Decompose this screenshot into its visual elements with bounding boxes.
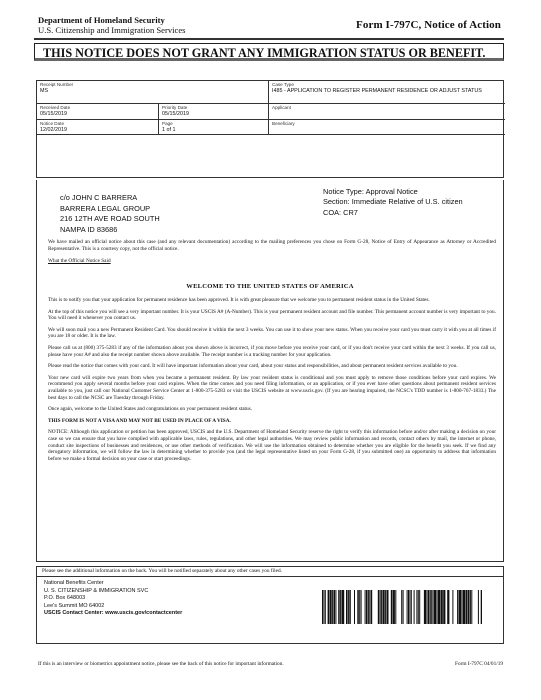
agency-name: Department of Homeland Security — [38, 15, 165, 25]
barcode-bar — [414, 590, 415, 624]
barcode-bar — [466, 590, 468, 624]
paragraph-7: Once again, welcome to the United States and congratulations on your permanent resident status. — [48, 406, 252, 413]
barcode-bar — [459, 590, 461, 624]
barcode-bar — [481, 590, 482, 624]
barcode-bar — [469, 590, 471, 624]
barcode-bar — [359, 590, 360, 624]
page-value: 1 of 1 — [162, 127, 176, 133]
barcode-bar — [393, 590, 395, 624]
official-notice-heading: What the Official Notice Said — [48, 258, 111, 265]
barcode-bar — [428, 590, 430, 624]
address-line-1: c/o JOHN C BARRERA — [60, 193, 138, 202]
header-rule — [34, 38, 504, 40]
paragraph-5: Please read the notice that comes with your card. It will have important information about your card, about your status and responsibilities, and about permanent resident services available to you. — [48, 363, 458, 370]
barcode-bar — [334, 590, 336, 624]
case-type-cell — [269, 81, 505, 104]
center-line-3: P.O. Box 648003 — [44, 595, 86, 602]
barcode-bar — [383, 590, 385, 624]
barcode-bar — [328, 590, 330, 624]
center-line-1: National Benefits Center — [44, 580, 104, 586]
barcode-bar — [443, 590, 445, 624]
barcode-bar — [462, 590, 463, 624]
barcode-bar — [437, 590, 438, 624]
received-date-label: Received Date — [40, 105, 71, 110]
barcode-bar — [332, 590, 333, 624]
applicant-cell — [269, 104, 505, 120]
notice-type: Notice Type: Approval Notice — [323, 187, 418, 196]
beneficiary-label: Beneficiary — [272, 121, 295, 126]
see-back-note: Please see the additional information on the back. You will be notified separately about any other cases you filed. — [42, 568, 282, 574]
barcode-bar — [323, 590, 324, 624]
notice-date-label: Notice Date — [40, 121, 65, 126]
barcode-bar — [380, 590, 381, 624]
barcode-bar — [478, 590, 479, 624]
priority-date-cell — [159, 104, 269, 120]
notice-paragraphs — [48, 297, 496, 467]
barcode-image — [322, 590, 482, 624]
barcode-bar — [325, 590, 326, 624]
mailing-address — [60, 193, 160, 235]
barcode-bar — [340, 590, 342, 624]
form-edition: Form I-797C 04/01/19 — [455, 661, 503, 667]
agency-subname: U.S. Citizenship and Immigration Services — [38, 25, 186, 35]
case-type-label: Case Type — [272, 82, 294, 87]
notice-date-cell — [37, 120, 159, 135]
barcode-bar — [411, 590, 412, 624]
barcode-bar — [366, 590, 367, 624]
receipt-number-value: MS — [40, 88, 49, 94]
welcome-heading: WELCOME TO THE UNITED STATES OF AMERICA — [186, 283, 354, 290]
barcode-bar — [433, 590, 434, 624]
agency-header — [38, 15, 186, 35]
received-date-cell — [37, 104, 159, 120]
barcode-bar — [395, 590, 396, 624]
barcode-bar — [418, 590, 419, 624]
notice-date-value: 12/02/2019 — [40, 127, 67, 133]
barcode-bar — [369, 590, 370, 624]
barcode-bar — [471, 590, 472, 624]
barcode-bar — [441, 590, 443, 624]
notice-paragraph: NOTICE: Although this application or petition has been approved, USCIS and the U.S. Department of Homeland Security reserve the right to verify this information before and/or after making a decision on your case so we can ensure that you have complied with applicable laws, rules, regulations, and other legal authorities. We may review public information and records, contact others by mail, the internet or phone, conduct site inspections of businesses and residences, or use other methods of verification. We will use the information obtained to determine whether you are eligible for the benefit you seek. If we find any derogatory information, we will follow the law in determining whether to provide you (and the legal representative listed on your Form G-28, if you submitted one) an opportunity to address that information before we make a formal decision on your case or start proceedings. — [48, 429, 496, 462]
courtesy-intro — [48, 239, 496, 270]
barcode-bar — [407, 590, 408, 624]
barcode-bar — [338, 590, 340, 624]
barcode-bar — [403, 590, 404, 624]
barcode-bar — [365, 590, 366, 624]
barcode-bar — [424, 590, 426, 624]
barcode-bar — [330, 590, 332, 624]
barcode-bar — [409, 590, 410, 624]
barcode-bar — [335, 590, 336, 624]
barcode-bar — [387, 590, 389, 624]
paragraph-4: Please call us at (800) 375-5283 if any of the information about you shown above is incorrect, if you move before you receive your card, or if you don't receive your card within the next 3 weeks. If you call us, please have your A# and also the receipt number shown above available. The receipt number is a tracking number for your application. — [48, 344, 496, 358]
barcode-bar — [347, 590, 349, 624]
barcode-bar — [349, 590, 351, 624]
barcode-bar — [322, 590, 323, 624]
barcode-bar — [354, 590, 355, 624]
notice-coa: COA: CR7 — [323, 207, 358, 217]
barcode-bar — [346, 590, 347, 624]
barcode-bar — [408, 590, 409, 624]
intro-paragraph: We have mailed an official notice about this case (and any relevant documentation) according to the mailing preferences you chose on Form G-28, Notice of Entry of Appearance as Attorney or Accredited Representative. This is a courtesy copy, not the official notice. — [48, 239, 496, 252]
page-label: Page — [162, 121, 173, 126]
priority-date-value: 05/15/2019 — [162, 111, 189, 117]
notice-section: Section: Immediate Relative of U.S. citizen — [323, 197, 463, 207]
case-info-grid — [36, 80, 504, 178]
barcode-bar — [438, 590, 440, 624]
center-line-4: Lee's Summit MO 64002 — [44, 602, 105, 609]
barcode-bar — [431, 590, 432, 624]
beneficiary-cell — [269, 120, 505, 135]
footer-divider — [36, 576, 504, 577]
case-type-value: I485 - APPLICATION TO REGISTER PERMANENT RESIDENCE OR ADJUST STATUS — [272, 88, 482, 94]
barcode-bar — [452, 590, 453, 624]
barcode-bar — [342, 590, 344, 624]
barcode-bar — [357, 590, 359, 624]
barcode-bar — [463, 590, 465, 624]
paragraph-6: Your new card will expire two years from when you became a permanent resident. By law your resident status is conditional and you must apply to remove those conditions before your card expires. We recommend you apply several months before your card expires. When the time comes and you need filing information, or an application, or if you ever have other questions about permanent resident services available to you, just call our National Customer Service Center at 1-800-375-5283 or visit the USCIS website at www.uscis.gov. (If you are hearing impaired, the NCSC's TDD number is 1-800-767-1833.) The best days to call the NCSC are Tuesday through Friday. — [48, 374, 496, 401]
bottom-note: If this is an interview or biometrics appointment notice, please see the back of this notice for important information. — [38, 661, 284, 667]
address-line-4: NAMPA ID 83686 — [60, 224, 118, 234]
barcode-bar — [391, 590, 393, 624]
barcode-bar — [381, 590, 382, 624]
barcode-bar — [419, 590, 420, 624]
center-line-2: U. S. CITIZENSHIP & IMMIGRATION SVC — [44, 587, 149, 594]
page-cell — [159, 120, 269, 135]
receipt-number-label: Receipt Number — [40, 82, 74, 87]
priority-date-label: Priority Date — [162, 105, 188, 110]
barcode-bar — [361, 590, 362, 624]
notice-type-block — [323, 187, 463, 218]
applicant-label: Applicant — [272, 105, 291, 110]
barcode-bar — [378, 590, 380, 624]
barcode-bar — [427, 590, 428, 624]
form-title: Form I-797C, Notice of Action — [356, 19, 501, 31]
service-center-address — [44, 580, 182, 618]
barcode-bar — [457, 590, 459, 624]
status-banner: THIS NOTICE DOES NOT GRANT ANY IMMIGRATION STATUS OR BENEFIT. — [34, 43, 504, 61]
not-visa-statement: THIS FORM IS NOT A VISA AND MAY NOT BE USED IN PLACE OF A VISA. — [48, 417, 231, 424]
barcode-bar — [430, 590, 431, 624]
paragraph-1: This is to notify you that your application for permanent residence has been approved. It is with great pleasure that we welcome you to permanent resident status in the United States. — [48, 297, 430, 303]
barcode-bar — [401, 590, 402, 624]
barcode-bar — [447, 590, 449, 624]
paragraph-2: At the top of this notice you will see a very important number. It is your USCIS A# (A-Number). This is your permanent resident account and file number. This permanent account number is very important to you. You will need it whenever you contact us. — [48, 308, 496, 322]
address-line-3: 216 12TH AVE ROAD SOUTH — [60, 214, 160, 224]
receipt-number-cell — [37, 81, 269, 104]
barcode-bar — [367, 590, 369, 624]
address-line-2: BARRERA LEGAL GROUP — [60, 203, 151, 213]
paragraph-3: We will soon mail you a new Permanent Resident Card. You should receive it within the next 3 weeks. You can use it to show your new status. When you receive your card you must carry it with you at all times if you are 18 or older. It is the law. — [48, 326, 496, 340]
barcode-bar — [371, 590, 373, 624]
contact-center-line: USCIS Contact Center: www.uscis.gov/contactcenter — [44, 610, 183, 617]
received-date-value: 05/15/2019 — [40, 111, 67, 117]
barcode-bar — [385, 590, 387, 624]
barcode-bar — [434, 590, 436, 624]
barcode-bar — [468, 590, 470, 624]
barcode-bar — [416, 590, 417, 624]
